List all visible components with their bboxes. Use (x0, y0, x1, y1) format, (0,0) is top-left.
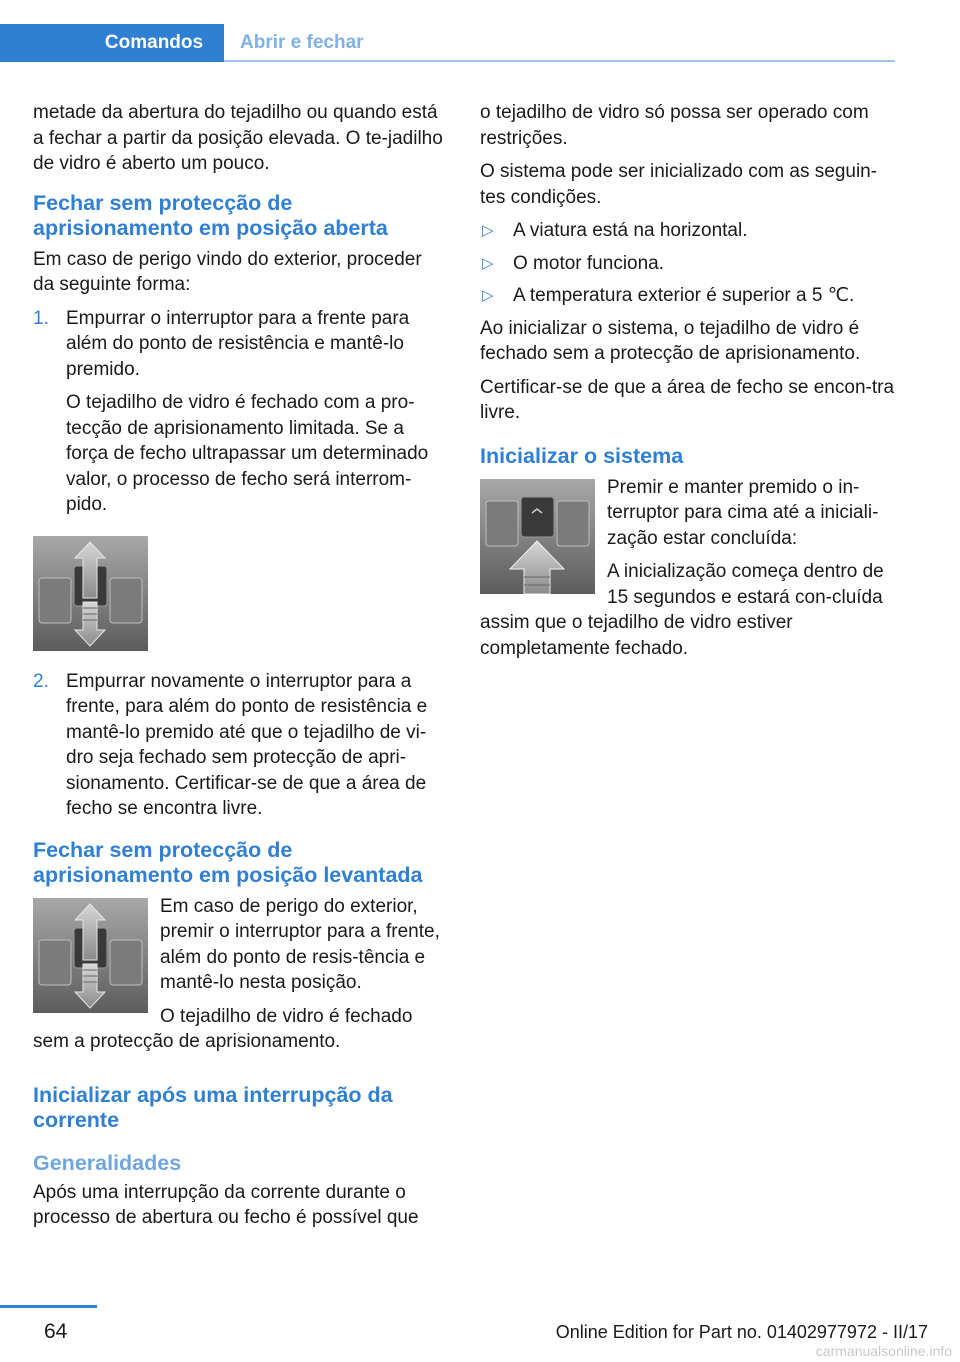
paragraph-raised-result: O tejadilho de vidro é fechado sem a protecção de aprisionamento. (33, 1005, 413, 1052)
step-number: 2. (33, 670, 49, 692)
paragraph-init-closes: Ao inicializar o sistema, o tejadilho de vidro é fechado sem a protecção de aprisionamento. (480, 317, 861, 364)
paragraph-conditions-intro: O sistema pode ser inicializado com as seguin‐tes condições. (480, 161, 878, 208)
roof-switch-up-illustration (480, 479, 595, 594)
step-item-1 (33, 306, 448, 518)
step-text: Empurrar o interruptor para a frente para além do ponto de resistência e mantê-lo premido. (66, 307, 410, 380)
condition-text: A viatura está na horizontal. (513, 220, 748, 241)
edition-note: Online Edition for Part no. 01402977972 - II/17 (555, 1322, 928, 1342)
tab-abrir-e-fechar[interactable]: Abrir e fechar (240, 32, 364, 53)
intro-paragraph: metade da abertura do tejadilho ou quando está a fechar a partir da posição elevada. O te‐jadilho de vidro é aberto um pouco. (33, 102, 443, 174)
condition-item (480, 283, 895, 309)
roof-switch-forward-illustration (33, 536, 148, 651)
heading-init-system: Inicializar o sistema (480, 443, 684, 468)
paragraph-generalidades: Após uma interrupção da corrente durante o processo de abertura ou fecho é possível que (33, 1181, 419, 1228)
step-number: 1. (33, 307, 49, 329)
step-text-note: O tejadilho de vidro é fechado com a pro‐tecção de aprisionamento limitada. Se a força de fecho ultrapassar um determinado valor, o processo de fecho será interrom‐pido. (66, 392, 429, 515)
triangle-bullet-icon: ▷ (482, 254, 494, 272)
condition-item (480, 251, 895, 277)
paragraph-raised-danger: Em caso de perigo do exterior, premir o interruptor para a frente, além do ponto de resis‐tência e mantê-lo nesta posição. (160, 895, 440, 993)
triangle-bullet-icon: ▷ (482, 222, 494, 239)
step-item-2 (33, 669, 448, 822)
heading-close-raised-position: Fechar sem protecção de aprisionamento em posição levantada (33, 837, 423, 887)
header-rule (224, 60, 895, 62)
left-column (33, 100, 448, 1239)
page-number: 64 (44, 1320, 68, 1343)
step-text: Empurrar novamente o interruptor para a frente, para além do ponto de resistência e mantê-lo premido até que o tejadilho de vi‐dro seja fechado sem protecção de apri‐sionamento. Certificar-se de que a área de fecho se encontra livre. (66, 670, 428, 819)
conditions-list (480, 218, 895, 309)
roof-switch-forward-illustration (33, 898, 148, 1013)
watermark: carmanualsonline.info (815, 1343, 952, 1359)
tab-comandos-label: Comandos (104, 32, 204, 53)
raised-position-block (33, 894, 448, 1063)
paragraph-init-starts: A inicialização começa dentro de 15 segundos e estará con‐cluída assim que o tejadilho de vidro estiver completamente fechado. (480, 561, 884, 659)
paragraph-restrictions: o tejadilho de vidro só possa ser operado com restrições. (480, 102, 869, 149)
paragraph-danger-exterior: Em caso de perigo vindo do exterior, proceder da seguinte forma: (33, 248, 422, 295)
condition-item (480, 218, 895, 244)
condition-text: A temperatura exterior é superior a 5 ℃. (513, 285, 855, 306)
init-system-block (480, 475, 895, 662)
heading-init-after-power-loss: Inicializar após uma interrupção da corrente (33, 1082, 393, 1132)
footer-rule (0, 1305, 97, 1308)
figure-switch-forward (33, 536, 448, 651)
header-tabbar (0, 24, 895, 62)
right-column (480, 100, 895, 669)
paragraph-check-area: Certificar-se de que a área de fecho se encon‐tra livre. (480, 376, 895, 423)
condition-text: O motor funciona. (513, 252, 665, 274)
tab-comandos[interactable] (0, 24, 224, 62)
heading-generalidades: Generalidades (33, 1150, 182, 1175)
steps-list-continued (33, 669, 448, 822)
steps-list (33, 306, 448, 518)
heading-close-open-position: Fechar sem protecção de aprisionamento em posição aberta (33, 190, 388, 240)
paragraph-press-hold: Premir e manter premido o in‐terruptor para cima até a iniciali‐zação estar concluída: (607, 476, 879, 549)
triangle-bullet-icon: ▷ (482, 287, 494, 304)
